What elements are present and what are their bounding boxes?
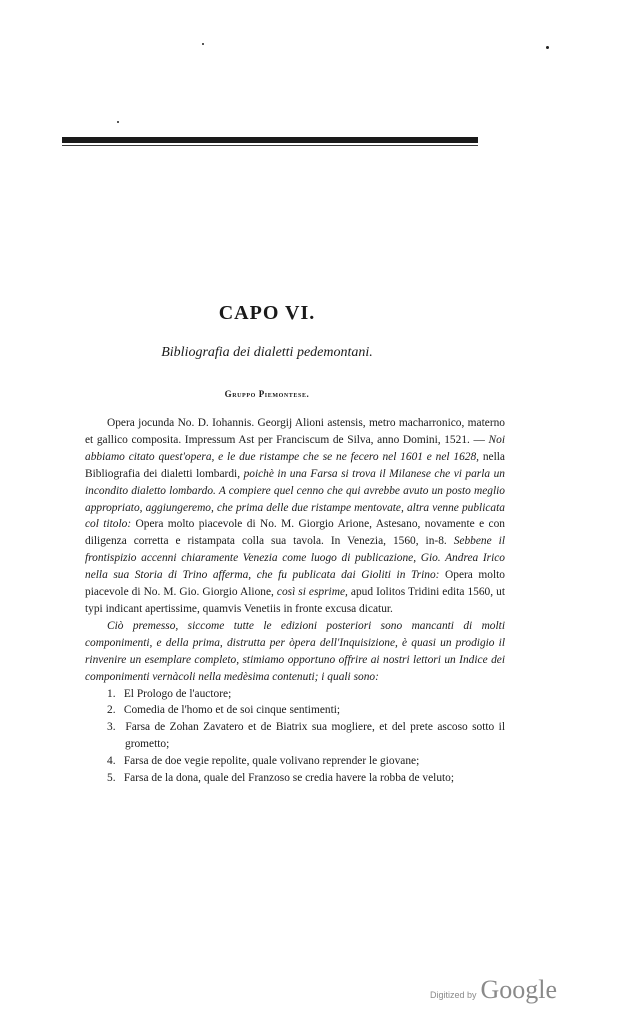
paragraph-1-segment: nella Bibliografia dei dialetti lombardi, (85, 450, 505, 480)
list-item-number: 1. (107, 687, 116, 700)
list-item-text: El Prologo de l'auctore; (121, 687, 232, 700)
list-item (85, 753, 505, 770)
list-item-text: Farsa de Zohan Zavatero et de Biatrix sua mogliere, et del prete ascoso sotto il grometto; (121, 721, 505, 751)
top-rule (62, 137, 478, 143)
paragraph-1-segment: Sebbene il frontispizio accenni chiaramente Venezia come luogo di publicazione, Gio. Andrea Irico nella sua Storia di Trino afferma, che fu publicata dai Gioliti in Trino: (85, 535, 505, 582)
paragraph-1-segment: Opera molto piacevole di No. M. Gio. Giorgio Alione, (85, 569, 505, 599)
top-rule-thin (62, 145, 478, 146)
list-item-text: Farsa de la dona, quale del Franzoso se credia havere la robba de veluto; (121, 772, 455, 785)
list-item (85, 702, 505, 719)
contents-list (85, 686, 505, 787)
speck (117, 121, 119, 123)
digitized-label: Digitized by (430, 990, 477, 1000)
list-item-number: 4. (107, 755, 116, 768)
paragraph-1-segment: così si esprime, (276, 586, 348, 599)
speck (202, 43, 204, 45)
body-text (85, 415, 505, 787)
speck (546, 46, 549, 49)
google-logo: Google (480, 975, 558, 1004)
paragraph-1-segment: Noi abbiamo citato quest'opera, e le due ristampe che se ne fecero nel 1601 e nel 1628, (85, 433, 505, 463)
footer-watermark (430, 975, 557, 1005)
list-item-text: Farsa de doe vegie repolite, quale volivano reprender le giovane; (121, 755, 420, 768)
list-item (85, 686, 505, 703)
chapter-subtitle: Bibliografia dei dialetti pedemontani. (161, 345, 373, 360)
paragraph-1-segment: apud Iolitos Tridini edita 1560, ut typi indicant apertissime, quamvis Venetiis in fronte excusa dicatur. (85, 586, 505, 615)
paragraph-1 (85, 415, 505, 618)
chapter-title: CAPO VI. (218, 302, 316, 324)
paragraph-2: Ciò premesso, siccome tutte le edizioni posteriori sono mancanti di molti componimenti, e della prima, distrutta per òpera dell'Inquisizione, è quasi un prodigio il rinvenire un esemplare completo, stimiamo opportuno offrire ai nostri lettori un Indice dei componimenti vernàcoli nella medèsima contenuti; i quali sono: (85, 619, 505, 683)
list-item-text: Comedia de l'homo et de soi cinque sentimenti; (121, 704, 341, 717)
paragraph-1-segment: poichè in una Farsa si trova il Milanese che vi parla un incondito dialetto lombardo. A compiere quel cenno che qui avrebbe avuto un posto meglio appropriato, aggiungeremo, che prima delle due ristampe mentovate, altra venne publicata col titolo: (85, 467, 505, 531)
paragraph-1-segment: Opera jocunda No. D. Iohannis. Georgij Alioni astensis, metro macharronico, materno et gallico composita. Impressum Ast per Franciscum de Silva, anno Domini, 1521. — (85, 417, 505, 446)
list-item-number: 5. (107, 772, 116, 785)
list-item-number: 3. (107, 721, 116, 734)
list-item (85, 719, 505, 753)
paragraph-1-segment: Opera molto piacevole di No. M. Giorgio Arione, Astesano, novamente e con diligenza corretta e ristampata colla sua tavola. In Venezia, 1560, in-8. (85, 518, 505, 548)
group-heading: Gruppo Piemontese. (224, 389, 310, 399)
list-item (85, 770, 505, 787)
list-item-number: 2. (107, 704, 116, 717)
